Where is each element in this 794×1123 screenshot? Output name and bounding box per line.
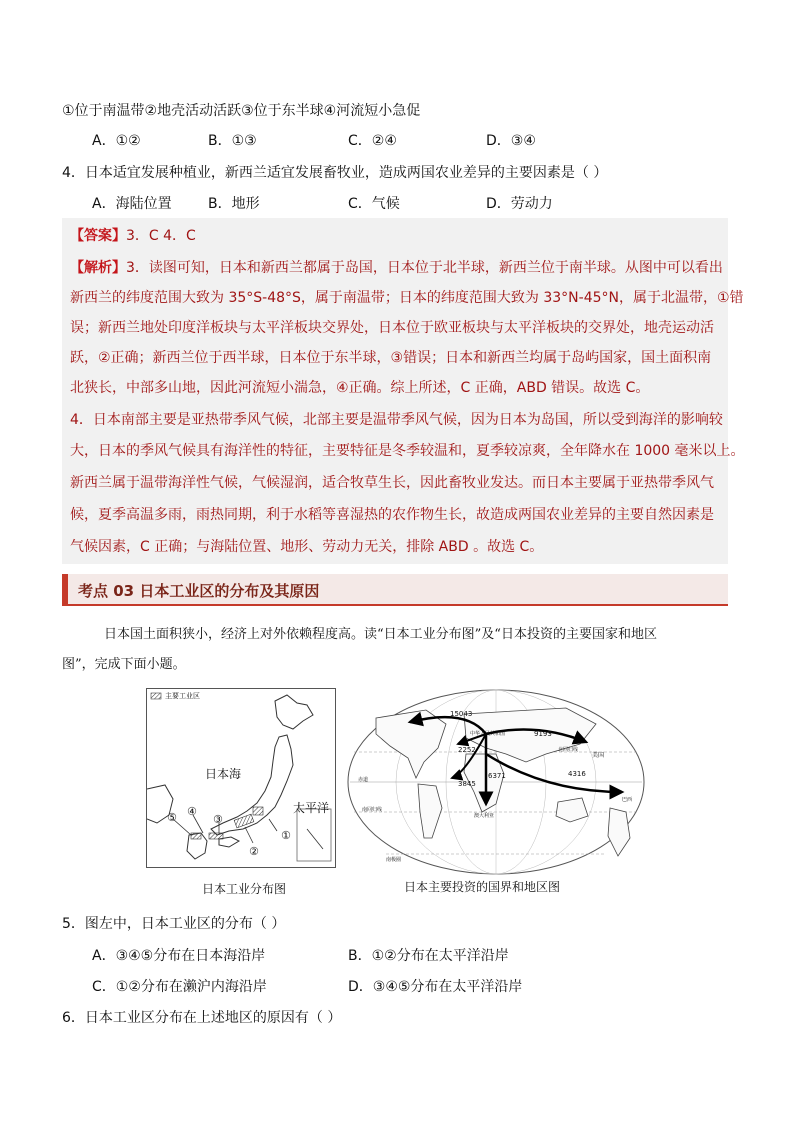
- value-label-4316: 4316: [568, 770, 586, 778]
- marker-2: ②: [249, 845, 259, 858]
- section-header-accent: [62, 574, 68, 606]
- value-label-6371: 6371: [488, 772, 506, 780]
- label-antarctic-circle: 南极圈: [386, 857, 402, 863]
- analysis-line-5: 北狭长，中部多山地，因此河流短小湍急，④正确。综上所述，C 正确，ABD 错误。故选 C。: [70, 380, 650, 396]
- q3-option-d: D．③④: [486, 133, 536, 149]
- analysis-line-6: 4．日本南部主要是亚热带季风气候，北部主要是温带季风气候，因为日本为岛国，所以受到海洋的影响较: [70, 412, 723, 428]
- q3-option-a: A．①②: [92, 133, 141, 149]
- section-title: 考点 03 日本工业区的分布及其原因: [78, 582, 320, 600]
- label-equator: 赤道: [358, 777, 369, 783]
- analysis-label: 【解析】: [70, 260, 126, 276]
- analysis-line-2: 新西兰的纬度范围大致为 35°S-48°S，属于南温带；日本的纬度范围大致为 33°N-45°N，属于北温带，①错: [70, 290, 744, 306]
- q3-option-b: B．①③: [208, 133, 257, 149]
- marker-3: ③: [213, 813, 223, 826]
- analysis-text-1: 3．读图可知，日本和新西兰都属于岛国，日本位于北半球，新西兰位于南半球。从图中可以看出: [126, 260, 723, 276]
- value-label-2252: 2252: [458, 746, 476, 754]
- japan-industry-map: [146, 688, 336, 868]
- q5-option-a: A．③④⑤分布在日本海沿岸: [92, 948, 266, 964]
- q3-option-c: C．②④: [348, 133, 397, 149]
- q6-stem: 6．日本工业区分布在上述地区的原因有（ ）: [62, 1010, 342, 1026]
- analysis-line-1: [70, 258, 723, 278]
- japan-map-legend: 主要工业区: [165, 692, 200, 700]
- q5-option-d: D．③④⑤分布在太平洋沿岸: [348, 979, 523, 995]
- place-australia: 澳大利亚: [474, 813, 495, 819]
- value-label-9193: 9193: [534, 730, 552, 738]
- intro-line-2: 图”，完成下面小题。: [62, 657, 186, 672]
- analysis-line-4: 跃，②正确；新西兰位于西半球，日本位于东半球，③错误；日本和新西兰均属于岛屿国家，国土面积南: [70, 350, 712, 366]
- world-map-figure: [346, 688, 646, 876]
- q3-statements: ①位于南温带②地壳活动活跃③位于东半球④河流短小急促: [62, 103, 421, 119]
- analysis-line-7: 大，日本的季风气候具有海洋性的特征，主要特征是冬季较温和，夏季较凉爽，全年降水在 1000 毫米以上。: [70, 443, 745, 459]
- world-map-caption: 日本主要投资的国界和地区图: [404, 880, 561, 894]
- marker-4: ④: [187, 805, 197, 818]
- value-label-15043: 15043: [450, 710, 473, 718]
- world-investment-map: [346, 688, 646, 876]
- q4-option-b: B．地形: [208, 196, 260, 212]
- marker-1: ①: [281, 829, 291, 842]
- analysis-line-9: 候，夏季高温多雨，雨热同期，利于水稻等喜湿热的农作物生长，故造成两国农业差异的主要自然因素是: [70, 507, 714, 523]
- q4-stem: 4．日本适宜发展种植业，新西兰适宜发展畜牧业，造成两国农业差异的主要因素是（ ）: [62, 165, 608, 181]
- place-china: 中华人民共和国: [470, 731, 506, 737]
- answer-text: 3．C 4．C: [126, 228, 196, 244]
- q4-option-c: C．气候: [348, 196, 400, 212]
- intro-line-1: 日本国土面积狭小，经济上对外依赖程度高。读“日本工业分布图”及“日本投资的主要国家和地区: [104, 627, 657, 642]
- analysis-line-10: 气候因素，C 正确；与海陆位置、地形、劳动力无关，排除 ABD 。故选 C。: [70, 539, 544, 555]
- pacific-ocean-label: 太平洋: [293, 801, 330, 815]
- marker-5: ⑤: [167, 811, 177, 824]
- analysis-line-8: 新西兰属于温带海洋性气候，气候湿润，适合牧草生长，因此畜牧业发达。而日本主要属于亚热带季风气: [70, 475, 714, 491]
- place-brazil: 巴西: [622, 797, 633, 803]
- label-tropic-cancer: 北回归线: [558, 747, 579, 753]
- answer-row: [70, 226, 196, 246]
- place-usa: 美国: [592, 752, 605, 759]
- label-tropic-capricorn: 南回归线: [362, 807, 383, 813]
- sea-of-japan-label: 日本海: [205, 767, 242, 781]
- q5-stem: 5．图左中，日本工业区的分布（ ）: [62, 916, 286, 932]
- q5-option-b: B．①②分布在太平洋沿岸: [348, 948, 509, 964]
- japan-map-caption: 日本工业分布图: [202, 882, 287, 896]
- answer-label: 【答案】: [70, 228, 126, 244]
- q4-option-a: A．海陆位置: [92, 196, 172, 212]
- q5-option-c: C．①②分布在濑沪内海沿岸: [92, 979, 267, 995]
- analysis-line-3: 误；新西兰地处印度洋板块与太平洋板块交界处，日本位于欧亚板块与太平洋板块的交界处，地壳运动活: [70, 320, 714, 336]
- q4-option-d: D．劳动力: [486, 196, 553, 212]
- value-label-3845: 3845: [458, 780, 476, 788]
